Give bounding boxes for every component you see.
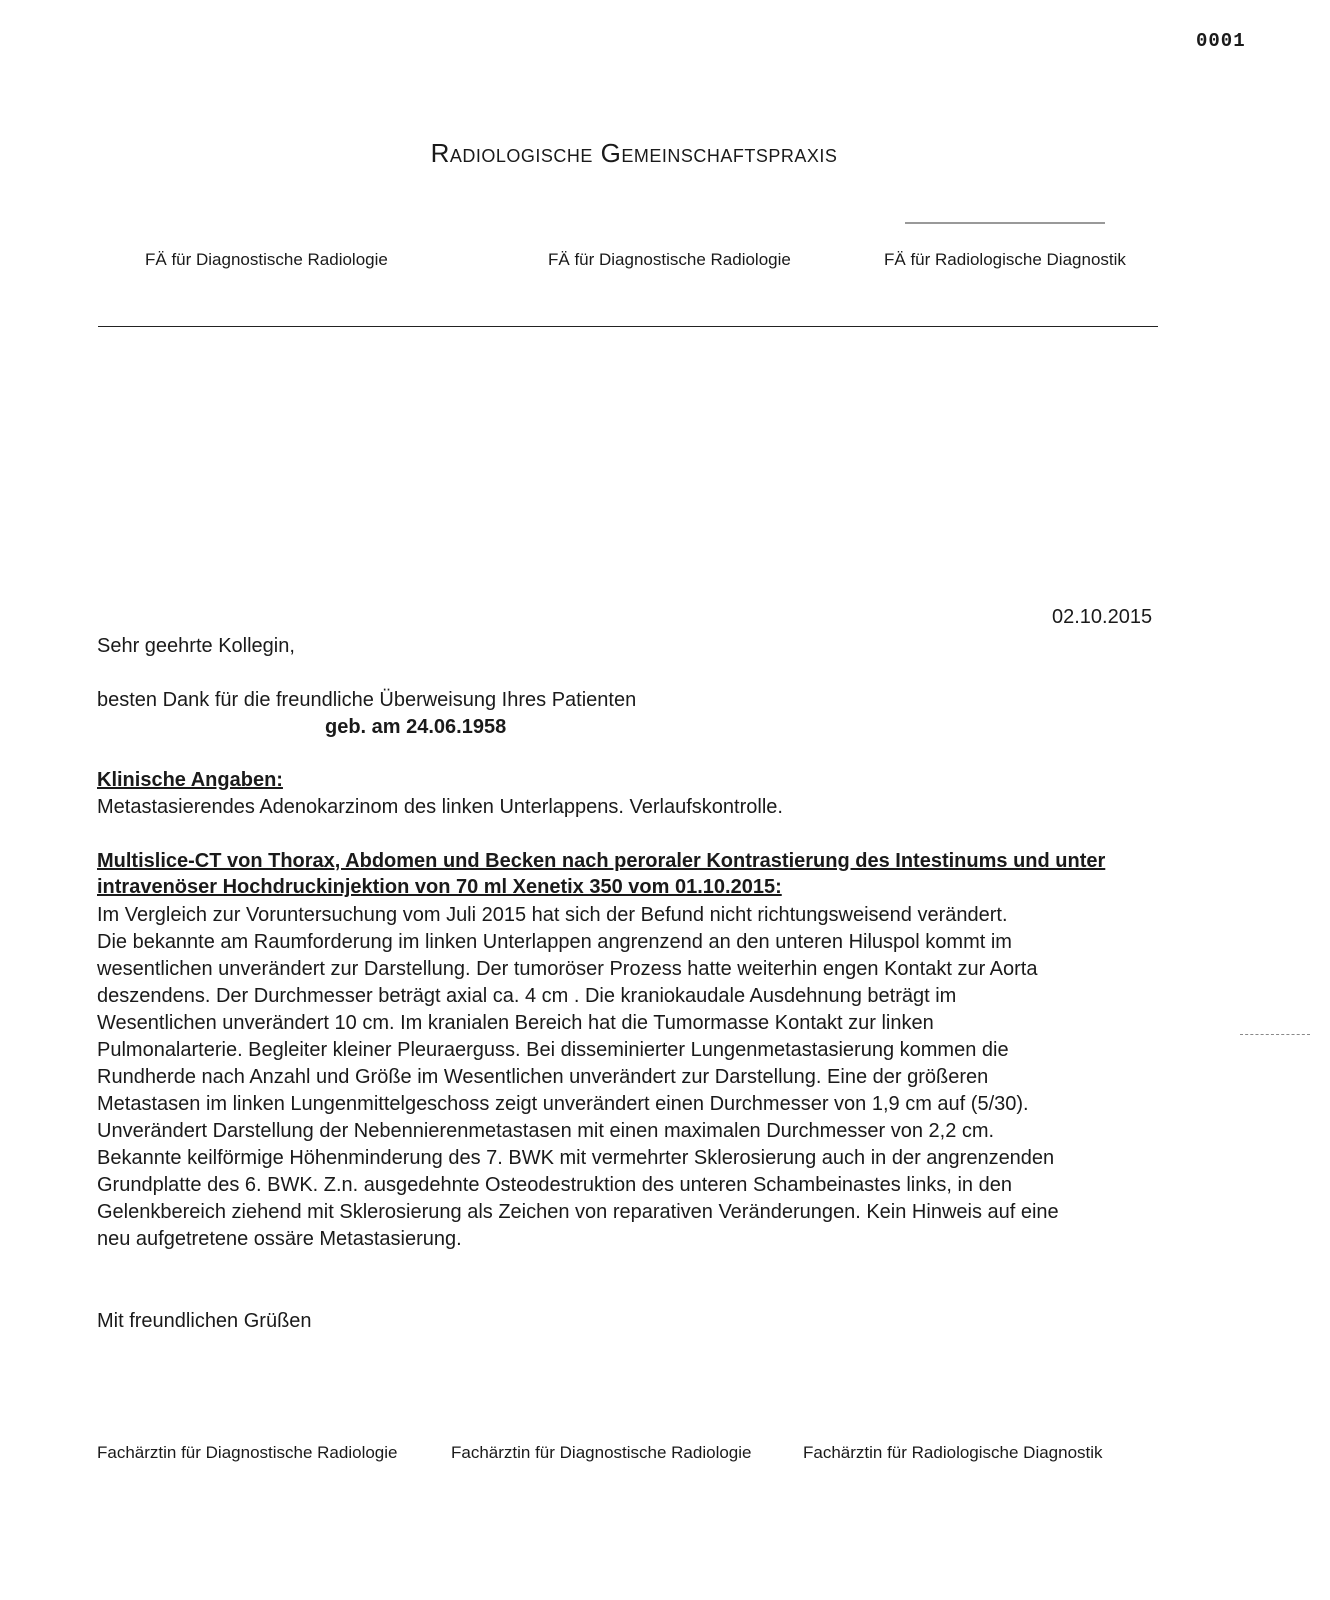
report-line: Bekannte keilförmige Höhenminderung des 7. BWK mit vermehrter Sklerosierung auch in der angrenzenden [97, 1147, 1055, 1169]
closing: Mit freundlichen Grüßen [97, 1310, 312, 1332]
report-line: wesentlichen unverändert zur Darstellung. Der tumoröser Prozess hatte weiterhin engen Kontakt zur Aorta [97, 958, 1038, 980]
signature-title-3: Fachärztin für Radiologische Diagnostik [803, 1443, 1103, 1462]
patient-birthdate: geb. am 24.06.1958 [325, 716, 507, 738]
report-line: deszendens. Der Durchmesser beträgt axial ca. 4 cm . Die kraniokaudale Ausdehnung beträgt im [97, 985, 957, 1007]
header-divider [98, 326, 1158, 327]
report-line: Wesentlichen unverändert 10 cm. Im kranialen Bereich hat die Tumormasse Kontakt zur linken [97, 1012, 934, 1034]
report-line: Pulmonalarterie. Begleiter kleiner Pleuraerguss. Bei disseminierter Lungenmetastasierung kommen die [97, 1039, 1009, 1061]
report-line: Die bekannte am Raumforderung im linken Unterlappen angrenzend an den unteren Hiluspol kommt im [97, 931, 1012, 953]
report-line: Im Vergleich zur Voruntersuchung vom Juli 2015 hat sich der Befund nicht richtungsweisend verändert. [97, 904, 1008, 926]
report-line: Rundherde nach Anzahl und Größe im Wesentlichen unverändert zur Darstellung. Eine der größeren [97, 1066, 989, 1088]
practice-name: Radiologische Gemeinschaftspraxis [430, 138, 838, 168]
signature-title-1: Fachärztin für Diagnostische Radiologie [97, 1443, 398, 1462]
specialty-1: FÄ für Diagnostische Radiologie [145, 250, 388, 269]
thanks-line: besten Dank für die freundliche Überweisung Ihres Patienten [97, 689, 637, 711]
report-line: Grundplatte des 6. BWK. Z.n. ausgedehnte Osteodestruktion des unteren Schambeinastes links, in den [97, 1174, 1012, 1196]
specialty-3: FÄ für Radiologische Diagnostik [884, 250, 1126, 269]
signature-title-2: Fachärztin für Diagnostische Radiologie [451, 1443, 752, 1462]
letter-date: 02.10.2015 [1052, 606, 1153, 628]
exam-heading: Multislice-CT von Thorax, Abdomen und Becken nach peroraler Kontrastierung des Intestinums und unter intravenöser Hochdruckinjektion von 70 ml Xenetix 350 vom 01.10.2015: [97, 850, 1106, 898]
clinical-info-heading: Klinische Angaben: [97, 769, 283, 791]
report-line: Metastasen im linken Lungenmittelgeschoss zeigt unverändert einen Durchmesser von 1,9 cm auf (5/30). [97, 1093, 1029, 1115]
report-findings [97, 902, 1197, 1253]
clinical-info-text: Metastasierendes Adenokarzinom des linken Unterlappens. Verlaufskontrolle. [97, 796, 783, 818]
report-line: neu aufgetretene ossäre Metastasierung. [97, 1228, 462, 1250]
page-number: 0001 [1196, 30, 1246, 52]
specialty-2: FÄ für Diagnostische Radiologie [548, 250, 791, 269]
report-line: Gelenkbereich ziehend mit Sklerosierung als Zeichen von reparativen Veränderungen. Kein Hinweis auf eine [97, 1201, 1059, 1223]
scan-artifact [1240, 1034, 1310, 1035]
salutation: Sehr geehrte Kollegin, [97, 635, 295, 657]
redacted-name-mark [905, 215, 1105, 225]
report-line: Unverändert Darstellung der Nebennierenmetastasen mit einen maximalen Durchmesser von 2,2 cm. [97, 1120, 995, 1142]
